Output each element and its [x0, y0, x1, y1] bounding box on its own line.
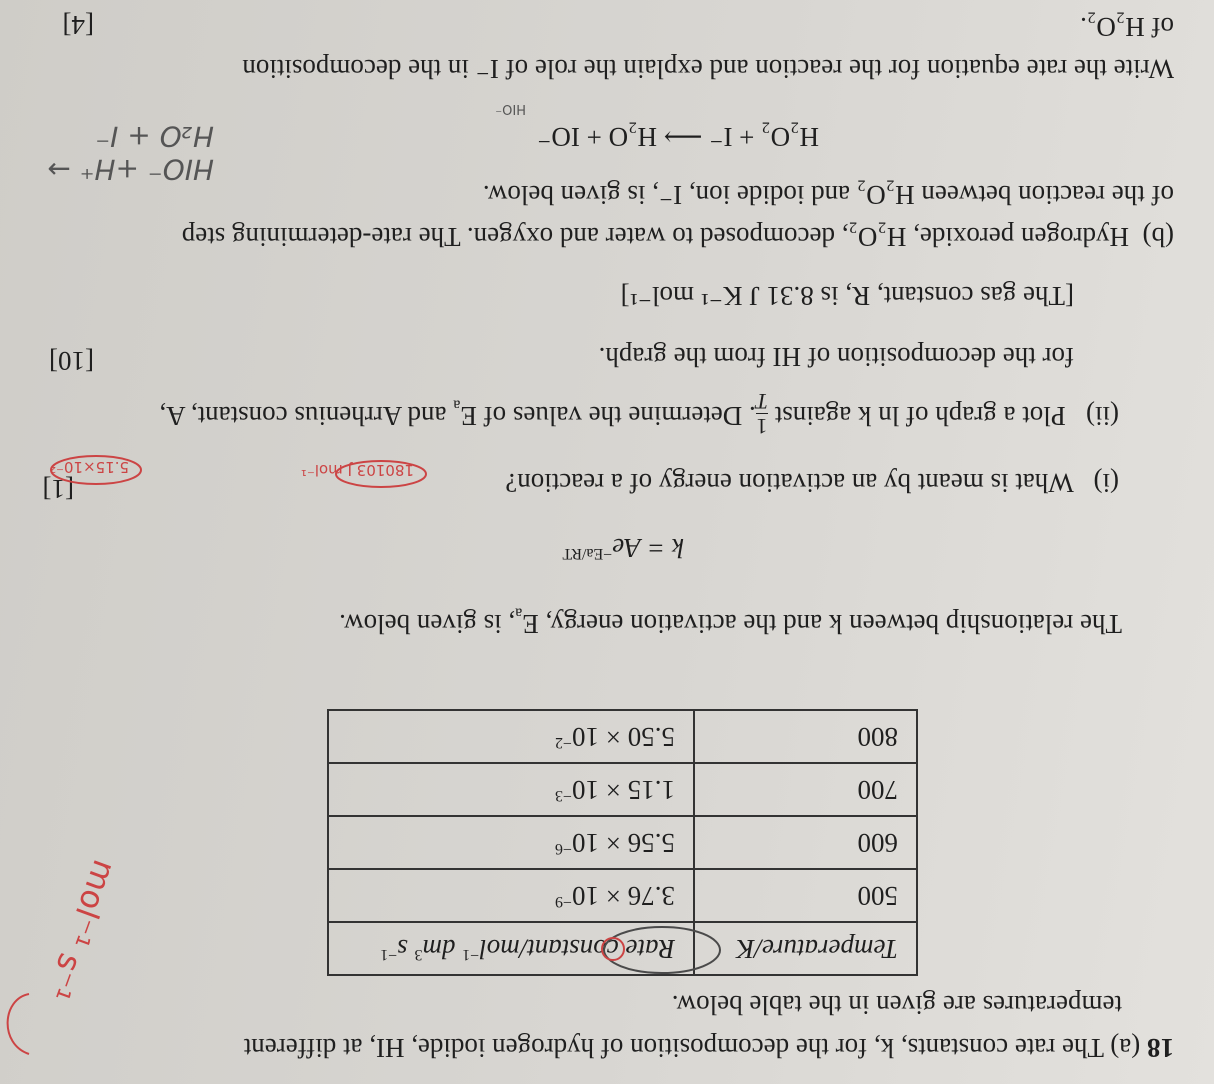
part-b-line-2: of the reaction between H₂O₂ and iodide ion, I⁻, is given below.	[482, 180, 1174, 210]
handwritten-note-hio: HIO⁻	[495, 101, 526, 116]
red-ellipse-ea	[336, 461, 426, 487]
mark-part-ii: [10]	[49, 346, 94, 376]
table-cell-temperature: 700	[694, 763, 917, 816]
table-cell-rate: $1.15 \times 10^{-3}$	[328, 763, 694, 816]
header-temperature: Temperature/K	[694, 922, 917, 975]
handwritten-note-units: mol⁻¹ s⁻¹	[38, 854, 124, 1006]
intro-text-1: The rate constants, k, for the decomposition of hydrogen iodide, HI, at different	[243, 1033, 1105, 1063]
part-i-line: (i) What is meant by an activation energy of a reaction?	[505, 468, 1119, 498]
relationship-line: The relationship between k and the activation energy, $E_a$, is given below.	[339, 604, 1122, 639]
table-cell-temperature: 600	[694, 816, 917, 869]
question-number: 18	[1147, 1033, 1174, 1063]
part-ii-line-2: for the decomposition of HI from the graph.	[598, 342, 1074, 372]
part-ii-line-1: (ii) Plot a graph of ln k against 1 T . Determine the values of $E_a$ and Arrhenius constant, A,	[159, 388, 1119, 439]
handwritten-note-ea: 180103 J mol⁻¹	[300, 461, 414, 479]
intro-line-2: temperatures are given in the table below.	[671, 990, 1122, 1020]
red-arc-page	[8, 994, 29, 1054]
part-b-line-4: of H₂O₂.	[1080, 12, 1174, 42]
grey-circle-units	[604, 927, 720, 973]
table-cell-temperature: 500	[694, 869, 917, 922]
reaction-equation: H₂O₂ + I⁻ ⟶ H₂O + IO⁻	[537, 122, 819, 152]
arrhenius-equation: $k = Ae^{-Ea/RT}$	[562, 533, 684, 563]
part-b-line-3: Write the rate equation for the reaction and explain the role of I⁻ in the decomposition	[242, 54, 1174, 84]
part-b-line-1: (b) Hydrogen peroxide, H₂O₂, decomposed to water and oxygen. The rate-determining step	[181, 222, 1174, 252]
gas-constant-line: [The gas constant, R, is 8.31 J K⁻¹ mol⁻¹]	[620, 281, 1074, 311]
table-cell-rate: $5.50 \times 10^{-2}$	[328, 710, 694, 763]
part-a-label: (a)	[1110, 1033, 1141, 1063]
handwritten-note-a: 5.15×10⁻²	[50, 458, 129, 476]
red-ellipse-a	[51, 456, 141, 484]
fraction-one-over-t: 1 T	[755, 388, 769, 439]
mark-part-i: [1]	[42, 474, 74, 504]
mark-part-b: [4]	[62, 10, 94, 40]
table-cell-rate: $3.76 \times 10^{-9}$	[328, 869, 694, 922]
handwritten-note-reaction: HIO⁻ +H⁺ → H₂O + I⁻	[47, 120, 214, 186]
header-rate-constant: Rate constant/mol$^{-1}$ $dm^3$ $s^{-1}$	[328, 922, 694, 975]
table-cell-temperature: 800	[694, 710, 917, 763]
table-cell-rate: $5.56 \times 10^{-6}$	[328, 816, 694, 869]
red-circle-mark	[602, 938, 624, 960]
